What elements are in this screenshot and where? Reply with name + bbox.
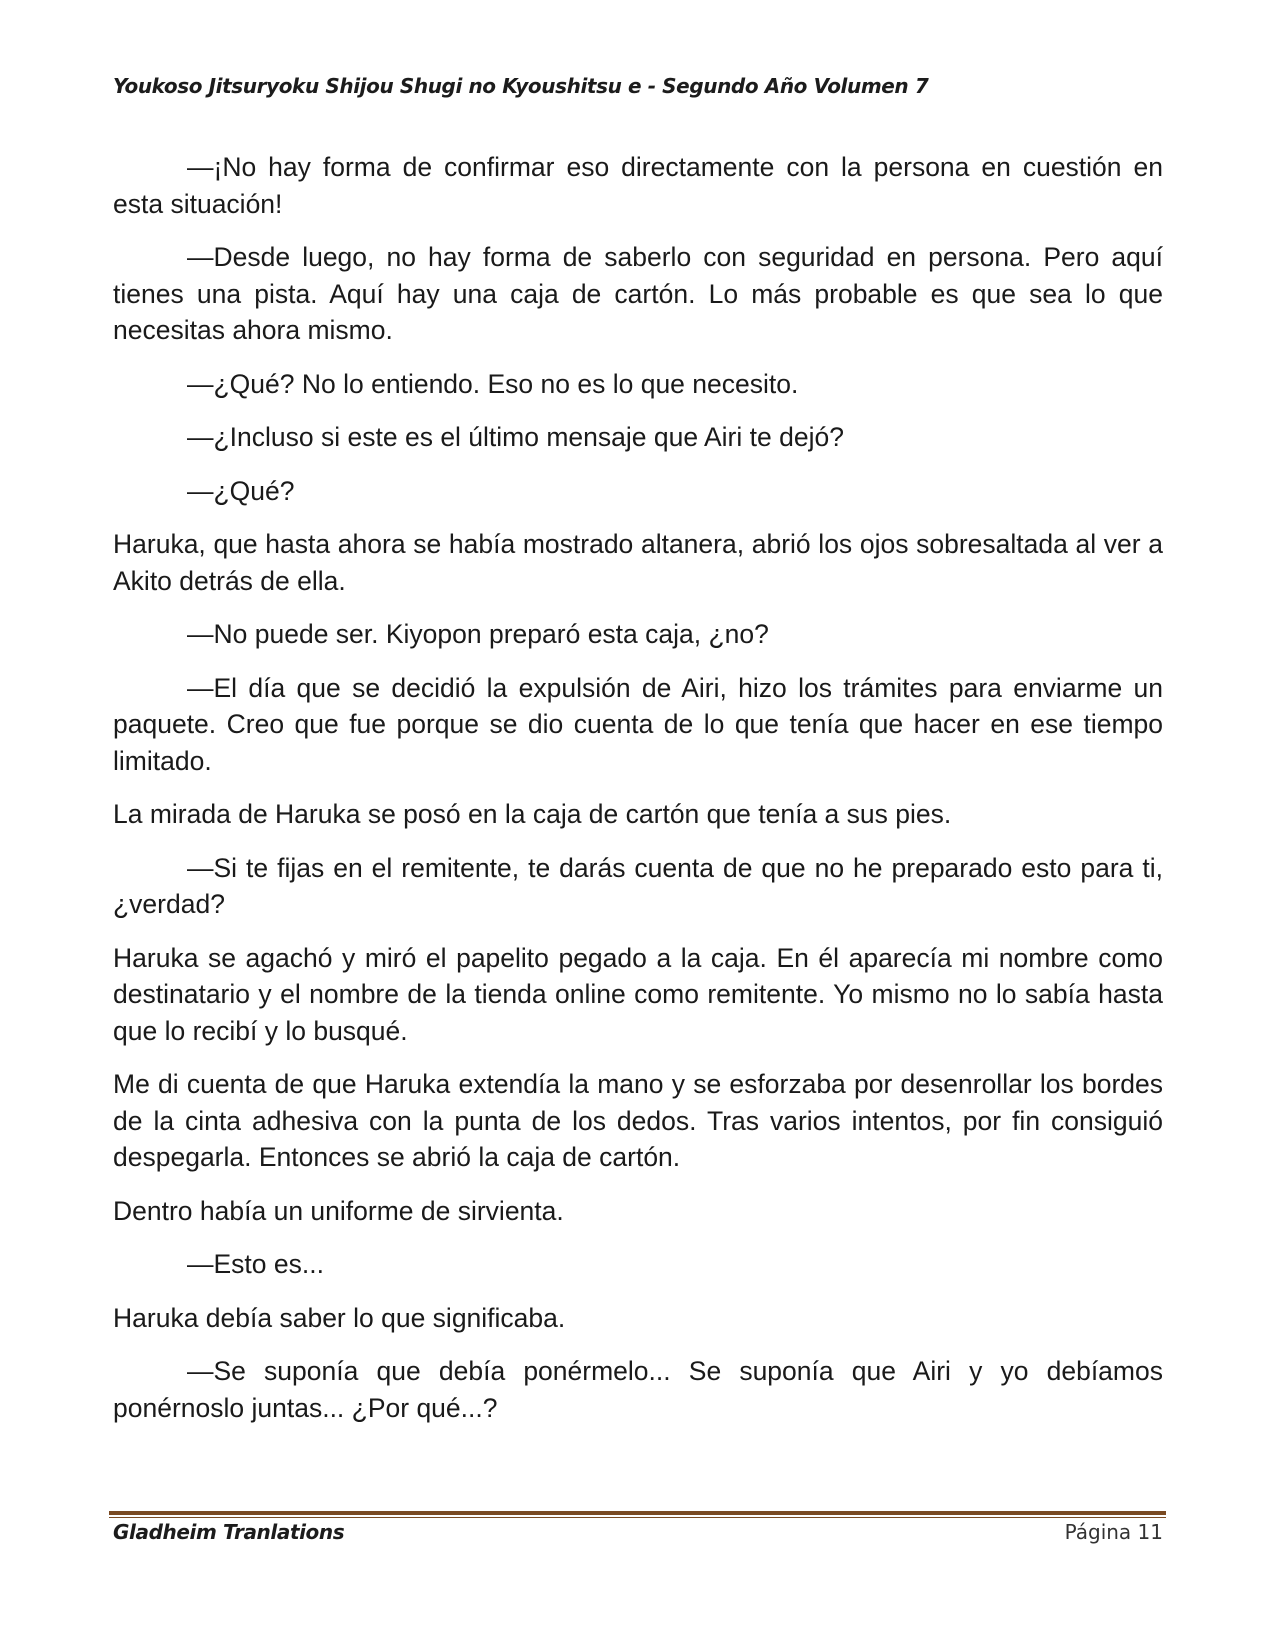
page-number-value: 11 bbox=[1137, 1520, 1163, 1544]
paragraph: —¡No hay forma de confirmar eso directamente con la persona en cuestión en esta situación! bbox=[113, 152, 1163, 219]
paragraph: Haruka se agachó y miró el papelito pegado a la caja. En él aparecía mi nombre como destinatario y el nombre de la tienda online como remitente. Yo mismo no lo sabía hasta que lo recibí y lo busqué. bbox=[113, 942, 1163, 1046]
footer-divider bbox=[109, 1511, 1166, 1518]
paragraph: Haruka, que hasta ahora se había mostrado altanera, abrió los ojos sobresaltada al ver a Akito detrás de ella. bbox=[113, 529, 1163, 596]
paragraph: —Esto es... bbox=[187, 1249, 324, 1279]
paragraph: —El día que se decidió la expulsión de Airi, hizo los trámites para enviarme un paquete. Creo que fue porque se dio cuenta de lo que tenía que hacer en ese tiempo limitado. bbox=[113, 672, 1163, 776]
page-body bbox=[113, 149, 1163, 1443]
paragraph: —No puede ser. Kiyopon preparó esta caja, ¿no? bbox=[187, 619, 769, 649]
running-header: Youkoso Jitsuryoku Shijou Shugi no Kyoushitsu e - Segundo Año Volumen 7 bbox=[113, 74, 929, 98]
paragraph: —¿Qué? bbox=[187, 475, 295, 506]
paragraph: La mirada de Haruka se posó en la caja de cartón que tenía a sus pies. bbox=[113, 799, 952, 829]
paragraph: —Desde luego, no hay forma de saberlo con seguridad en persona. Pero aquí tienes una pista. Aquí hay una caja de cartón. Lo más probable es que sea lo que necesitas ahora mismo. bbox=[113, 242, 1163, 345]
paragraph: —¿Incluso si este es el último mensaje que Airi te dejó? bbox=[187, 422, 844, 452]
page-label: Página bbox=[1064, 1520, 1132, 1544]
footer-divider-thin bbox=[109, 1517, 1166, 1518]
paragraph: —Se suponía que debía ponérmelo... Se suponía que Airi y yo debíamos ponérnoslo juntas... ¿Por qué...? bbox=[113, 1356, 1163, 1423]
paragraph: Me di cuenta de que Haruka extendía la mano y se esforzaba por desenrollar los bordes de la cinta adhesiva con la punta de los dedos. Tras varios intentos, por fin consiguió despegarla. Entonces se abrió la caja de cartón. bbox=[113, 1069, 1163, 1172]
page-number bbox=[1065, 1520, 1163, 1544]
paragraph: —Si te fijas en el remitente, te darás cuenta de que no he preparado esto para ti, ¿verdad? bbox=[113, 852, 1163, 919]
paragraph: Haruka debía saber lo que significaba. bbox=[113, 1302, 566, 1333]
footer-credit: Gladheim Tranlations bbox=[113, 1520, 345, 1544]
paragraph: Dentro había un uniforme de sirvienta. bbox=[113, 1195, 564, 1226]
paragraph: —¿Qué? No lo entiendo. Eso no es lo que necesito. bbox=[187, 368, 799, 399]
